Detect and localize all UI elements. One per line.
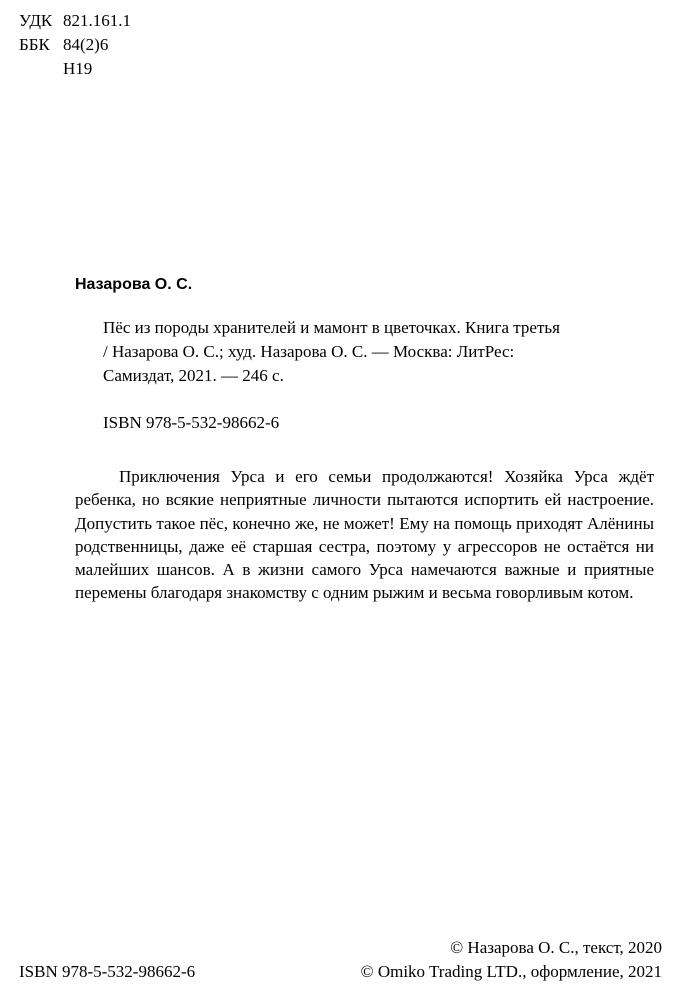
bbk-value: 84(2)6 (63, 35, 109, 54)
bibliographic-description (103, 316, 663, 388)
bbk-label: ББК (19, 35, 50, 54)
bib-line-title: Пёс из породы хранителей и мамонт в цветочках. Книга третья (103, 318, 560, 337)
author-mark: Н19 (63, 59, 93, 78)
copyright-design-line: © Omiko Trading LTD., оформление, 2021 (360, 962, 662, 981)
udk-label: УДК (19, 11, 53, 30)
author-name: Назарова О. С. (75, 276, 193, 293)
udk-row (19, 11, 131, 31)
annotation-paragraph: Приключения Урса и его семьи продолжаются! Хозяйка Урса ждёт ребенка, но всякие неприятные личности пытаются испортить ей настроение. Допустить такое пёс, конечно же, не может! Ему на помощь приходят Алёнины родственницы, даже её старшая сестра, поэтому у агрессоров не остаётся ни малейших шансов. А в жизни самого Урса намечаются важные и приятные перемены благодаря знакомству с одним рыжим и весьма говорливым котом. (75, 467, 654, 603)
bbk-row (19, 35, 108, 55)
copyright-text-line: © Назарова О. С., текст, 2020 (450, 938, 662, 957)
isbn-footer: ISBN 978-5-532-98662-6 (19, 962, 196, 981)
udk-value: 821.161.1 (63, 11, 131, 30)
bib-line-responsibility: / Назарова О. С.; худ. Назарова О. С. — Москва: ЛитРес: (103, 342, 515, 361)
isbn-main: ISBN 978-5-532-98662-6 (103, 413, 280, 432)
bib-line-publication: Самиздат, 2021. — 246 с. (103, 366, 284, 385)
